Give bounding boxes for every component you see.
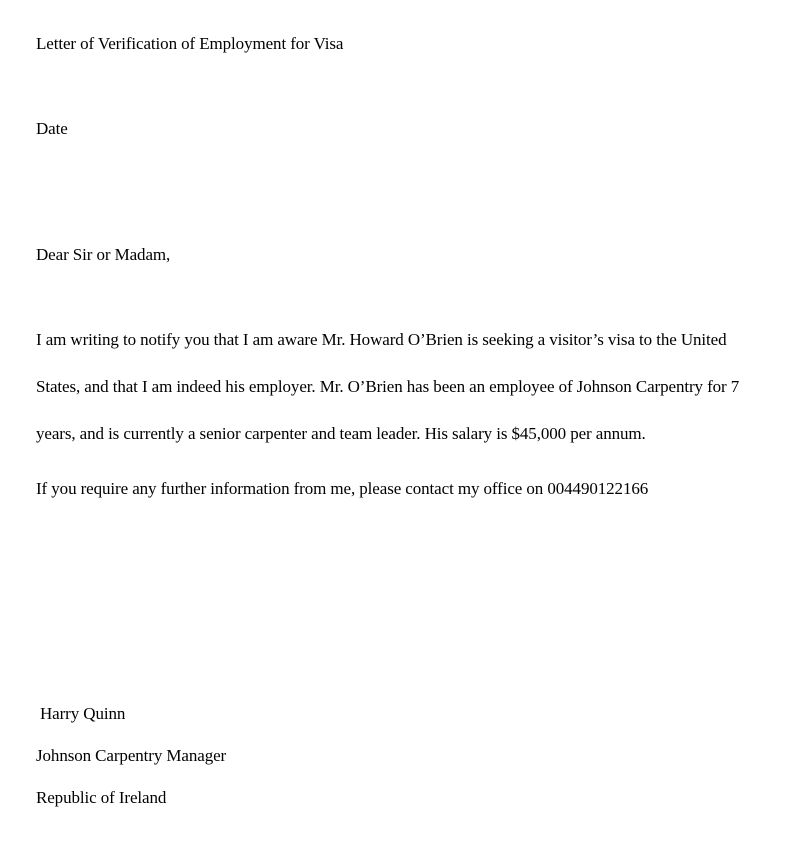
body-line: I am writing to notify you that I am aware Mr. Howard O’Brien is seeking a visitor’s visa to the United [36,330,727,349]
body-line: years, and is currently a senior carpenter and team leader. His salary is $45,000 per annum. [36,424,646,443]
signature-title: Johnson Carpentry Manager [36,746,227,765]
date-label: Date [36,119,68,138]
salutation: Dear Sir or Madam, [36,245,171,264]
body-line: States, and that I am indeed his employer. Mr. O’Brien has been an employee of Johnson Carpentry for 7 [36,377,740,396]
letter-title: Letter of Verification of Employment for Visa [36,34,344,53]
signature-name: Harry Quinn [40,704,126,723]
signature-location: Republic of Ireland [36,788,167,807]
contact-line: If you require any further information from me, please contact my office on 004490122166 [36,479,649,498]
